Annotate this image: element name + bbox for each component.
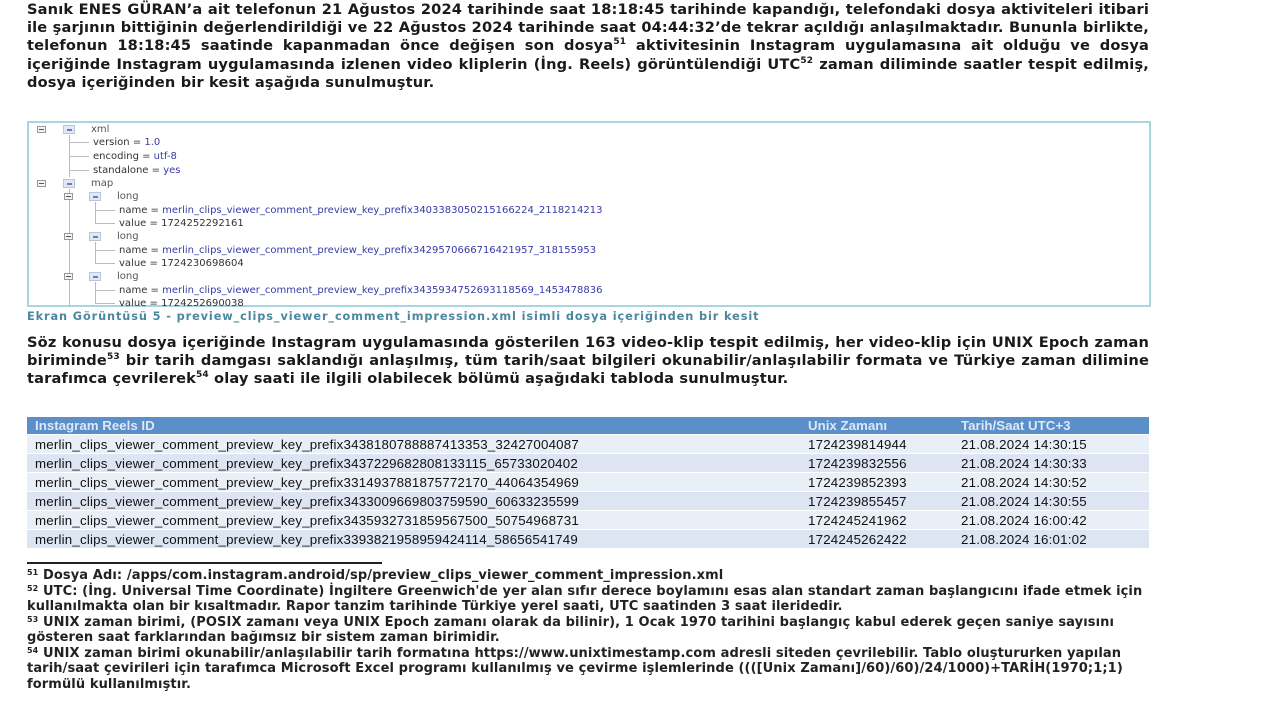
- cell-reels-id: merlin_clips_viewer_comment_preview_key_prefix3438180788887413353_32427004087: [27, 435, 800, 454]
- footnote-52: $^{52}$ UTC: (İng. Universal Time Coordinate) İngiltere Greenwich'de yer alan sıfır derece boylamını esas alan standart zaman başlangıcını ifade etmek için kullanılmakta olan bir kısaltmadır. Rapor tanzim tarihinde Türkiye yerel saati, UTC saatinden 3 saat ileridedir.: [27, 583, 1143, 614]
- footnote-51: $^{51}$ Dosya Adı: /apps/com.instagram.android/sp/preview_clips_viewer_comment_impression.xml: [27, 568, 724, 583]
- collapse-toggle-icon: [37, 180, 46, 187]
- cell-datetime: 21.08.2024 16:00:42: [953, 511, 1149, 530]
- cell-datetime: 21.08.2024 16:01:02: [953, 530, 1149, 549]
- table-header-row: [27, 417, 1149, 435]
- cell-datetime: 21.08.2024 14:30:15: [953, 435, 1149, 454]
- xml-attr-encoding: encoding = utf-8: [93, 151, 177, 162]
- xml-entry-name: name = merlin_clips_viewer_comment_preview_key_prefix3429570666716421957_318155953: [119, 245, 597, 256]
- xml-map-label: map: [91, 178, 114, 189]
- footnote-ref: 52: [800, 55, 814, 66]
- cell-datetime: 21.08.2024 14:30:33: [953, 454, 1149, 473]
- paragraph-text: bir tarih damgası saklandığı anlaşılmış, tüm tarih/saat bilgileri okunabilir/anlaşılabilir formata ve Türkiye zaman dilimine tarafımca çevrilerek: [27, 352, 1149, 388]
- cell-unix-time: 1724239852393: [800, 473, 953, 492]
- cell-unix-time: 1724239855457: [800, 492, 953, 511]
- paragraph-text: zaman diliminde saatler tespit edilmiş, dosya içeriğinden bir kesit aşağıda sunulmuştur.: [27, 55, 1149, 91]
- cell-unix-time: 1724239814944: [800, 435, 953, 454]
- table-row: [27, 435, 1149, 454]
- table-row: [27, 530, 1149, 549]
- column-header-unix-time: Unix Zamanı: [800, 417, 953, 435]
- cell-reels-id: merlin_clips_viewer_comment_preview_key_prefix3393821958959424114_58656541749: [27, 530, 800, 549]
- footnote-ref: 54: [195, 370, 209, 381]
- xml-tree-screenshot: [27, 121, 1151, 307]
- xml-node-icon: [63, 125, 75, 134]
- figure-caption: Ekran Görüntüsü 5 - preview_clips_viewer_comment_impression.xml isimli dosya içeriğinden bir kesit: [27, 310, 760, 323]
- cell-datetime: 21.08.2024 14:30:52: [953, 473, 1149, 492]
- xml-entry-type: long: [117, 231, 139, 242]
- collapse-toggle-icon: [37, 126, 46, 133]
- footnotes: [27, 568, 1149, 692]
- column-header-datetime: Tarih/Saat UTC+3: [953, 417, 1149, 435]
- footnote-separator: [27, 562, 382, 564]
- body-paragraph-2: [27, 334, 1149, 389]
- xml-node-icon: [89, 232, 101, 241]
- xml-attr-standalone: standalone = yes: [93, 165, 181, 176]
- footnote-53: $^{53}$ UNIX zaman birimi, (POSIX zamanı veya UNIX Epoch zamanı olarak da bilinir), 1 Ocak 1970 tarihini başlangıç kabul ederek geçen saniye sayısını gösteren saat farklarından bağımsız bir sistem zaman birimidir.: [27, 614, 1115, 645]
- cell-unix-time: 1724245262422: [800, 530, 953, 549]
- reels-table: [27, 417, 1149, 549]
- body-paragraph-1: [27, 1, 1149, 92]
- footnote-ref: 51: [613, 37, 627, 48]
- xml-entry-name: name = merlin_clips_viewer_comment_preview_key_prefix3435934752693118569_1453478836: [119, 285, 603, 296]
- xml-entry-name: name = merlin_clips_viewer_comment_preview_key_prefix3403383050215166224_2118214213: [119, 205, 603, 216]
- table-row: [27, 454, 1149, 473]
- column-header-reels-id: Instagram Reels ID: [27, 417, 800, 435]
- xml-entry-type: long: [117, 191, 139, 202]
- paragraph-text: Söz konusu dosya içeriğinde Instagram uygulamasında gösterilen 163 video-klip tespit edilmiş, her video-klip için UNIX Epoch zaman biriminde: [27, 334, 1149, 370]
- xml-node-icon: [63, 179, 75, 188]
- table-row: [27, 511, 1149, 530]
- footnote-ref: 53: [106, 352, 120, 363]
- cell-reels-id: merlin_clips_viewer_comment_preview_key_prefix3435932731859567500_50754968731: [27, 511, 800, 530]
- cell-reels-id: merlin_clips_viewer_comment_preview_key_prefix3433009669803759590_60633235599: [27, 492, 800, 511]
- collapse-toggle-icon: [64, 273, 73, 280]
- xml-attr-version: version = 1.0: [93, 137, 161, 148]
- footnote-54: $^{54}$ UNIX zaman birimi okunabilir/anlaşılabilir tarih formatına https://www.unixtimestamp.com adresli siteden çevrilebilir. Tablo oluştururken yapılan tarih/saat çevirileri için tarafımca Microsoft Excel programı kullanılmış ve çevirme işlemlerinde ((([Unix Zamanı]/60)/60)/24/1000)+TARİH(1970;1;1) formülü kullanılmıştır.: [27, 645, 1123, 692]
- cell-reels-id: merlin_clips_viewer_comment_preview_key_prefix3437229682808133115_65733020402: [27, 454, 800, 473]
- paragraph-text: olay saati ile ilgili olabilecek bölümü aşağıdaki tabloda sunulmuştur.: [208, 370, 789, 388]
- xml-entry-type: long: [117, 271, 139, 282]
- collapse-toggle-icon: [64, 193, 73, 200]
- collapse-toggle-icon: [64, 233, 73, 240]
- xml-node-icon: [89, 192, 101, 201]
- table-row: [27, 492, 1149, 511]
- xml-entry-value: value = 1724252690038: [119, 298, 244, 309]
- xml-node-icon: [89, 272, 101, 281]
- cell-unix-time: 1724245241962: [800, 511, 953, 530]
- table-row: [27, 473, 1149, 492]
- paragraph-text: Sanık ENES GÜRAN’a ait telefonun 21 Ağustos 2024 tarihinde saat 18:18:45 tarihinde kapandığı, telefondaki dosya aktiviteleri itibari ile şarjının bittiğinin değerlendirildiği ve 22 Ağustos 2024 tarihinde saat 04:44:32’de tekrar açıldığı anlaşılmaktadır. Bununla birlikte, telefonun 18:18:45 saatinde kapanmadan önce değişen son dosya: [27, 1, 1149, 55]
- cell-unix-time: 1724239832556: [800, 454, 953, 473]
- cell-datetime: 21.08.2024 14:30:55: [953, 492, 1149, 511]
- xml-entry-value: value = 1724230698604: [119, 258, 244, 269]
- xml-entry-value: value = 1724252292161: [119, 218, 244, 229]
- paragraph-text: aktivitesinin Instagram uygulamasına ait olduğu ve dosya içeriğinde Instagram uygulamasında izlenen video kliplerin (İng. Reels) görüntülendiği UTC: [27, 37, 1149, 73]
- xml-root-label: xml: [91, 124, 110, 135]
- cell-reels-id: merlin_clips_viewer_comment_preview_key_prefix3314937881875772170_44064354969: [27, 473, 800, 492]
